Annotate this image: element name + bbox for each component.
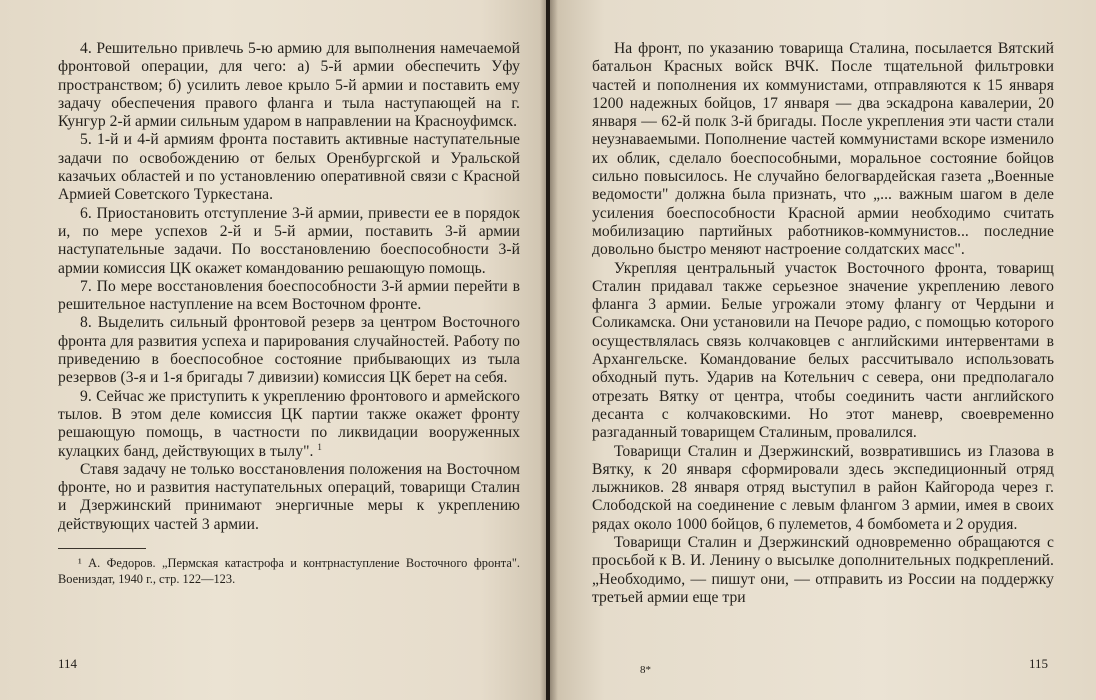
right-page <box>550 0 1096 700</box>
footnote: ¹ А. Федоров. „Пермская катастрофа и контрнаступление Восточного фронта". Воениздат, 1940 г., стр. 122—123. <box>58 556 520 587</box>
paragraph: 7. По мере восстановления боеспособности 3-й армии перейти в решительное наступление на всем Восточном фронте. <box>58 277 520 314</box>
left-page <box>0 0 546 700</box>
signature-mark: 8* <box>640 664 651 676</box>
page-number: 115 <box>1028 656 1048 671</box>
paragraph: Ставя задачу не только восстановления положения на Восточном фронте, но и развития наступательных операций, товарищи Сталин и Дзержинский принимают энергичные меры к укреплению действующих частей 3 армии. <box>58 460 520 533</box>
paragraph: 8. Выделить сильный фронтовой резерв за центром Восточного фронта для развития успеха и парирования случайностей. Работу по приведению в боеспособное состояние прибывающих из тыла резервов (3-я и 1-я бригады 7 дивизии) комиссия ЦК берет на себя. <box>58 314 520 387</box>
paragraph: Товарищи Сталин и Дзержинский, возвратившись из Глазова в Вятку, к 20 января сформировали здесь экспедиционный отряд лыжников. 28 января отряд выступил в район Кайгорода через г. Слободской на соединение с левым флангом 3 армии, имея в своих рядах около 1000 бойцов, 6 пулеметов, 4 бомбомета и 2 орудия. <box>592 442 1054 533</box>
paragraph: 4. Решительно привлечь 5-ю армию для выполнения намечаемой фронтовой операции, для чего: а) 5-й армии обеспечить Уфу пространством; б) усилить левое крыло 5-й армии и поставить ему задачу обеспечения правого фланга и тыла наступающей на г. Кунгур 2-й армии сильным ударом в направлении на Красноуфимск. <box>58 40 520 131</box>
page-number: 114 <box>58 656 78 671</box>
paragraph: На фронт, по указанию товарища Сталина, посылается Вятский батальон Красных войск ВЧК. После тщательной фильтровки частей и пополнения их коммунистами, отправляются к 15 января 1200 надежных бойцов, 17 января — два эскадрона кавалерии, 20 января — 62-й полк 3-й бригады. После укрепления эти части стали неузнаваемыми. Пополнение частей коммунистами вскоре изменило их облик, сделало боеспособными, моральное состояние бойцов сильно повысилось. Не случайно белогвардейская газета „Военные ведомости" должна была признать, что „... важным шагом в деле усиления боеспособности Красной армии необходимо считать мобилизацию партийных работников-коммунистов... последние довольно быстро меняют настроение солдатских масс". <box>592 40 1054 259</box>
right-page-text <box>592 40 1054 607</box>
footnote-marker: 1 <box>317 441 322 452</box>
paragraph: 5. 1-й и 4-й армиям фронта поставить активные наступательные задачи по освобождению от белых Оренбургской и Уральской казачьих областей и по установлению оперативной связи с Красной Армией Советского Туркестана. <box>58 131 520 204</box>
paragraph: 6. Приостановить отступление 3-й армии, привести ее в порядок и, по мере успехов 2-й и 5-й армии, поставить 3-й армии наступательные задачи. По восстановлению боеспособности 3-й армии комиссия ЦК окажет командованию решающую помощь. <box>58 204 520 277</box>
left-page-text <box>58 40 520 534</box>
paragraph: Укрепляя центральный участок Восточного фронта, товарищ Сталин придавал также серьезное значение укреплению левого фланга 3 армии. Белые угрожали этому флангу от Чердыни и Соликамска. Они установили на Печоре радио, с помощью которого осуществлялась связь колчаковцев с английскими интервентами в Архангельске. Командование белых рассчитывало использовать обходный путь. Ударив на Котельнич с севера, они предполагало отрезать Вятку от центра, чтобы соединить части английского десанта с колчаковскими. Но этот маневр, своевременно разгаданный товарищем Сталиным, провалился. <box>592 259 1054 442</box>
footnote-divider <box>58 548 146 549</box>
paragraph-text: 9. Сейчас же приступить к укреплению фронтового и армейского тылов. В этом деле комиссия ЦК партии также окажет фронту решающую помощь, в частности по ликвидации вооруженных кулацких банд, действующих в тылу". <box>58 387 520 460</box>
paragraph: Товарищи Сталин и Дзержинский одновременно обращаются с просьбой к В. И. Ленину о высылке дополнительных подкреплений. „Необходимо, — пишут они, — отправить из России на поддержку третьей армии еще три <box>592 534 1054 606</box>
paragraph <box>58 388 520 461</box>
